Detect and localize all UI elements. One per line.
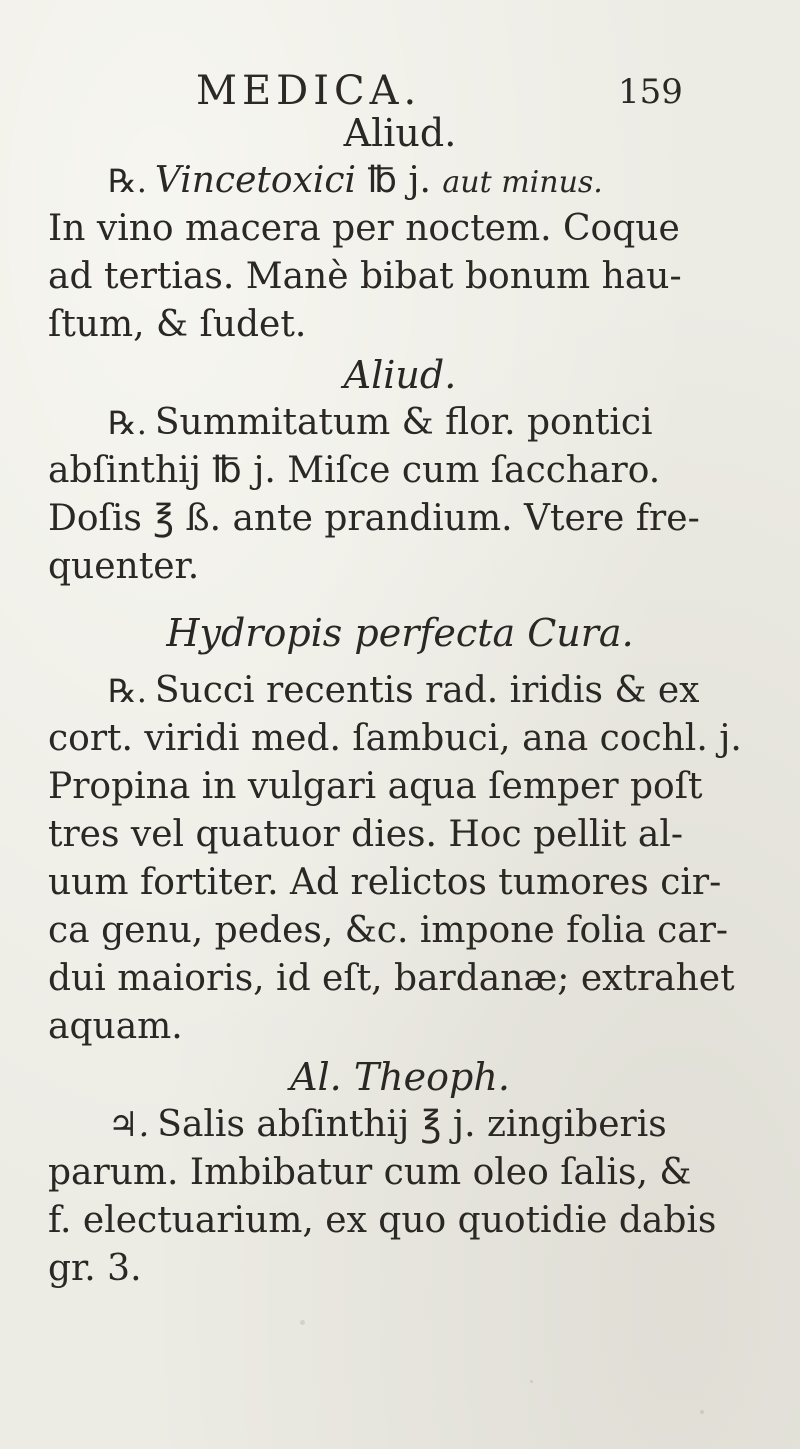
paper-speck (300, 1320, 305, 1325)
text-line: aquam. (48, 1006, 183, 1047)
text-line: In vino macera per noctem. Coque (48, 208, 680, 249)
recipe-line (108, 1102, 667, 1148)
ingredient-italic: Vincetoxici (154, 160, 357, 201)
recipe-symbol: ℞. (108, 672, 147, 710)
section-heading (0, 1054, 800, 1100)
measure-note: aut minus. (442, 165, 603, 200)
section-heading (0, 110, 800, 156)
recipe-symbol: ℞. (108, 162, 147, 200)
recipe-line (108, 158, 603, 206)
text-line: cort. viridi med. ſambuci, ana cochl. j. (48, 718, 742, 759)
text-line: ca genu, pedes, &c. impone folia car- (48, 910, 729, 951)
section-heading (0, 352, 800, 398)
text-line: tres vel quatuor dies. Hoc pellit al- (48, 814, 684, 855)
recipe-text: Salis abſinthij ℥ j. zingiberis (157, 1104, 667, 1145)
recipe-symbol: ℞. (108, 404, 147, 442)
text-line: f. electuarium, ex quo quotidie dabis (48, 1200, 717, 1241)
page-number: 159 (618, 72, 683, 112)
text-line: abſinthij ℔ j. Miſce cum ſaccharo. (48, 450, 661, 491)
recipe-text: Succi recentis rad. iridis & ex (154, 670, 700, 711)
recipe-line (108, 400, 653, 446)
recipe-line (108, 668, 699, 714)
text-line: ad tertias. Manè bibat bonum hau- (48, 256, 682, 297)
text-line: ſtum, & ſudet. (48, 304, 307, 345)
paper-speck (530, 1380, 533, 1383)
text-line: quenter. (48, 546, 200, 587)
measure-text: ℔ j. (356, 160, 443, 201)
page-header (0, 66, 800, 116)
heading-text: Al. Theoph. (290, 1055, 510, 1099)
heading-text: Aliud. (343, 111, 457, 155)
heading-text: Aliud. (343, 353, 457, 397)
jupiter-symbol: ♃. (108, 1105, 150, 1145)
text-line: gr. 3. (48, 1248, 142, 1289)
text-line: uum fortiter. Ad relictos tumores cir- (48, 862, 722, 903)
section-heading (0, 610, 800, 656)
text-line: Doſis ℥ ß. ante prandium. Vtere fre- (48, 498, 700, 539)
text-line: dui maioris, id eſt, bardanæ; extrahet (48, 958, 735, 999)
running-head: MEDICA. (196, 68, 422, 114)
recipe-text: Summitatum & flor. pontici (154, 402, 653, 443)
text-line: Propina in vulgari aqua ſemper poſt (48, 766, 703, 807)
text-line: parum. Imbibatur cum oleo ſalis, & (48, 1152, 692, 1193)
paper-speck (700, 1410, 704, 1414)
heading-text: Hydropis perfecta Cura. (166, 611, 634, 655)
